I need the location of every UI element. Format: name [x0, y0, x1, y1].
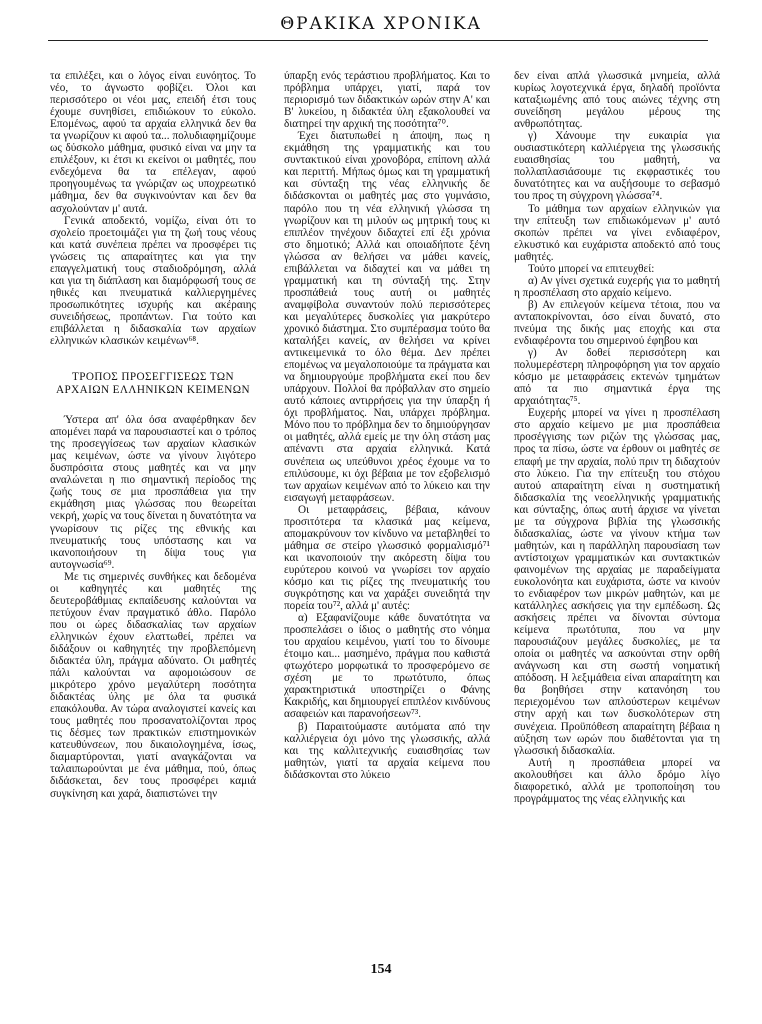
paragraph: Με τις σημερινές συνθήκες και δεδομένα οι καθηγητές και μαθητές της δευτεροβάθμιας εκπαίδευσης καλούνται να πετύχουν έναν πραγματικό άθλο. Παρόλο που οι ώρες διδασκαλίας των αρχαίων ελληνικών έχουν ελαττωθεί, πρέπει να διδάξουν οι καθηγητές την προβλεπόμενη διδακτέα ύλη, πράγμα αδύνατο. Οι μαθητές πάλι καλούνται να αφομοιώσουν σε μικρότερο χρόνο μεγαλύτερη ποσότητα διδακτέας ύλης με όλα τα φυσικά επακόλουθα. Αν τώρα αναλογιστεί κανείς και τους μαθητές που προσανατολίζονται προς τις δέσμες των πρακτικών επιστημονικών κατευθύνσεων, που δικαιολογημένα, ίσως, διαμαρτύρονται, γιατί αναγκάζονται να ταλαιπωρούνται με ένα μάθημα, πού, όπως διδάσκεται, δεν τους προσφέρει καμιά συγκίνηση και χαρά, διαπιστώνει την [50, 570, 256, 800]
paragraph: τα επιλέξει, και ο λόγος είναι ευνόητος. Το νέο, το άγνωστο φοβίζει. Όλοι και περισσότερο οι νέοι μας, επειδή έτσι τους έχουμε συνηθίσει, επιδιώκουν το εύκολο. Επομένως, αφού τα αρχαία ελληνικά δεν θα τα γνωρίζουν κι αφού τα... πολυδιαφημίζουμε ως δύσκολο μάθημα, φυσικό είναι να μην τα επιλέξουν, κι έτσι κι εκείνοι οι μαθητές, που ενδεχόμενα θα τα επέλεγαν, αφού προηγουμένως τα γνώριζαν ως υποχρεωτικό μάθημα, δεν θα συγκινούνταν και δεν θα ασχολούνταν μ' αυτά. [50, 70, 256, 215]
paragraph: β) Αν επιλεγούν κείμενα τέτοια, που να ανταποκρίνονται, όσο είναι δυνατό, στο πνεύμα της δικής μας εποχής και στα ενδιαφέροντα του σημερινού έφηβου και [514, 298, 720, 348]
paragraph: γ) Αν δοθεί περισσότερη και πολυμερέστερη πληροφόρηση για τον αρχαίο κόσμο με μεταφράσεις εκτενών τμημάτων από τα πιο σημαντικά έργα της αρχαιότητας⁷⁵. [514, 347, 720, 408]
paragraph: Τούτο μπορεί να επιτευχθεί: [528, 262, 655, 275]
section-heading: ΤΡΟΠΟΣ ΠΡΟΣΕΓΓΙΣΕΩΣ ΤΩΝ ΑΡΧΑΙΩΝ ΕΛΛΗΝΙΚΩΝ ΚΕΙΜΕΝΩΝ [56, 371, 250, 396]
paragraph: Γενικά αποδεκτό, νομίζω, είναι ότι το σχολείο προετοιμάζει για τη ζωή τους νέους και κατά συνέπεια πρέπει να προσφέρει τις γνώσεις τις απαραίτητες και για την επαγγελματική τους σταδιοδρόμηση, αλλά και για τη διάπλαση και διαμόρφωσή τους σε ηθικές και πνευματικά καλλιεργημένες προσωπικότητες ισχυρής και ακέραιης συνειδήσεως, προπάντων. Για τούτο και επιβάλλεται η διδασκαλία των αρχαίων ελληνικών κλασικών κειμένων⁶⁸. [50, 214, 256, 348]
header-rule [48, 40, 708, 41]
paragraph: Αυτή η προσπάθεια μπορεί να ακολουθήσει και άλλο δρόμο λίγο διαφορετικό, αλλά με τροποποίηση του προγράμματος της νέας ελληνικής και [514, 756, 720, 805]
text-column-left [50, 70, 256, 800]
paragraph: Ύστερα απ' όλα όσα αναφέρθηκαν δεν απομένει παρά να παρουσιαστεί και ο τρόπος της προσεγγίσεως των αρχαίων κλασικών μας κειμένων, ώστε να γίνουν λιγότερο δυσπρόσιτα στους μαθητές και να μην αναλώνεται η πιο σημαντική περίοδος της ζωής τους σε μια προσπάθεια για την εκμάθηση μιας γλώσσας που θεωρείται νεκρή, χωρίς να τους δίνεται η δυνατότητα να γνωρίσουν τις ρίζες της εθνικής και πνευματικής τους υπόστασης και να ικανοποιήσουν τη δίψα τους για αυτογνωσία⁶⁹. [50, 414, 256, 571]
paragraph: Οι μεταφράσεις, βέβαια, κάνουν προσιτότερα τα κλασικά μας κείμενα, απομακρύνουν τον κίνδυνο να μεταβληθεί το μάθημα σε στείρο γλωσσικό φορμαλισμό⁷¹ και ικανοποιούν την ακόρεστη δίψα του ευρύτερου κοινού να γνωρίσει τον αρχαίο κόσμο και τις ρίζες της πνευματικής του συγκρότησης και να χαράξει συνειδητά την πορεία του⁷², αλλά μ' αυτές: [284, 503, 490, 613]
text-column-right [514, 70, 720, 805]
paragraph: Έχει διατυπωθεί η άποψη, πως η εκμάθηση της γραμματικής και του συντακτικού είναι χρονοβόρα, επίπονη αλλά και περιττή. Μήπως όμως και τη γραμματική και σύνταξη της νέας ελληνικής δε διδάσκονται οι μαθητές μας στο γυμνάσιο, παρόλο που τη νέα ελληνική γλώσσα τη γνωρίζουν και τη μιλούν ως μητρική τους κι επιπλέον τηνέχουν διδαχτεί επί έξι χρόνια στο δημοτικό; Αλλά και οποιαδήποτε ξένη γλώσσα αν θελήσει να μάθει κανείς, επιβάλλεται να διδαχτεί και να μάθει τη γραμματική και τη σύνταξή της. Στην προσπάθειά τους αυτή οι μαθητές αναμφίβολα συναντούν πολύ περισσότερες και μεγαλύτερες δυσκολίες για μακρύτερο χρονικό διάστημα. Στο συμπέρασμα τούτο θα καταλήξει κανείς, αν θελήσει να κρίνει αντικειμενικά το όλο θέμα. Δεν πρέπει επομένως να μεγαλοποιούμε τα πράγματα και να δημιουργούμε προβλήματα εκεί που δεν υπάρχουν. Πολλοί θα πρόβαλλαν στο σημείο αυτό κάποιες αντιρρήσεις για την ύπαρξη ή όχι προβλήματος. Ναι, υπάρχει πρόβλημα. Μόνο που το πρόβλημα δεν το δημιούργησαν οι μαθητές, αλλά εμείς με την όλη στάση μας απέναντι στα αρχαία ελληνικά. Κατά συνέπεια ως υπεύθυνοι χρέος έχουμε να το επιλύσουμε, κι όχι βέβαια με τον εξοβελισμό των αρχαίων κειμένων από το λύκειο και την εισαγωγή μεταφράσεων. [284, 130, 491, 504]
paragraph: α) Εξαφανίζουμε κάθε δυνατότητα να προσπελάσει ο ίδιος ο μαθητής στο νόημα του αρχαίου κειμένου, γιατί του το δίνουμε έτοιμο και... μασημένο, πράγμα που καθιστά φτωχότερο μορφωτικά το προσφερόμενο σε σχέση με το πρωτότυπο, όπως χαρακτηριστικά υποστηρίζει ο Φάνης Κακριδής, και δημιουργεί επιπλέον κινδύνους ασαφειών και παρανοήσεων⁷³. [284, 612, 490, 721]
text-column-middle [284, 70, 490, 781]
paragraph: Το μάθημα των αρχαίων ελληνικών για την επίτευξη των επιδιωκόμενων μ' αυτό σκοπών πρέπει να γίνει ενδιαφέρον, ελκυστικό και ευχάριστα αποδεκτό από τους μαθητές. [514, 202, 720, 263]
page-number: 154 [370, 962, 392, 977]
paragraph: β) Παραιτούμαστε αυτόματα από την καλλιέργεια όχι μόνο της γλωσσικής, αλλά και της καλλιτεχνικής ευαισθησίας των μαθητών, γιατί τα αρχαία κείμενα που διδάσκονται στο λύκειο [284, 720, 490, 781]
paragraph: γ) Χάνουμε την ευκαιρία για ουσιαστικότερη καλλιέργεια της γλωσσικής ευαισθησίας του μαθητή, να πολλαπλασιάσουμε τις εκφραστικές του δυνατότητες και να αυξήσουμε το σεβασμό του προς τη σύγχρονη γλώσσα⁷⁴. [514, 130, 720, 203]
running-header: ΘΡΑΚΙΚΑ ΧΡΟΝΙΚΑ [280, 14, 482, 34]
paragraph: α) Αν γίνει σχετικά ευχερής για το μαθητή η προσπέλαση στο αρχαίο κείμενο. [514, 274, 720, 299]
paragraph: Ευχερής μπορεί να γίνει η προσπέλαση στο αρχαίο κείμενο με μια προσπάθεια προσέγγισης των ριζών της γλώσσας μας, προς τα πίσω, ώστε να έρθουν οι μαθητές σε επαφή με την αρχαία, πολύ πριν τη διδαχτούν στο λύκειο. Για την επίτευξη του στόχου αυτού απαραίτητη είναι η συστηματική διδασκαλία της νεοελληνικής γραμματικής και σύνταξης, όπως αυτή άρχισε να γίνεται με τα σύγχρονα βιβλία της γλωσσικής διδασκαλίας, ώστε να γίνουν κτήμα των μαθητών, και η παράλληλη παρουσίαση των αντίστοιχων γραμματικών και συντακτικών φαινομένων της αρχαίας με παραδείγματα ευκολονόητα και ευχάριστα, ώστε να κινούν το ενδιαφέρον των μικρών μαθητών, και με κατάλληλες ασκήσεις για την εμπέδωση. Ως ασκήσεις πρέπει να δίνονται σύντομα κείμενα πρωτότυπα, που να μην παρουσιάζουν μεγάλες δυσκολίες, με τα οποία οι μαθητές να ασκούνται στην ορθή ανάγνωση και στη σωστή νοηματική απόδοση. Η λεξιμάθεια είναι απαραίτητη και θα βοηθήσει στην κατανόηση του περιεχομένου των απλούστερων κειμένων στην αρχή και των δυσκολότερων στη συνέχεια. Προϋπόθεση απαραίτητη βέβαια η αύξηση των ωρών που διαθέτονται για τη γλωσσική διδασκαλία. [514, 407, 720, 757]
paragraph: δεν είναι απλά γλωσσικά μνημεία, αλλά κυρίως λογοτεχνικά έργα, δηλαδή προϊόντα καταξιωμένης από τους αιώνες τέχνης στη συνείδηση μεγάλου μέρους της ανθρωπότητας. [514, 70, 720, 131]
paragraph: ύπαρξη ενός τεράστιου προβλήματος. Και το πρόβλημα υπάρχει, γιατί, παρά τον περιορισμό των διδακτικών ωρών στην Α' και Β' λυκείου, η διδακτέα ύλη εξακολουθεί να διατηρεί την αρχική της ποσότητα⁷⁰. [284, 70, 490, 131]
